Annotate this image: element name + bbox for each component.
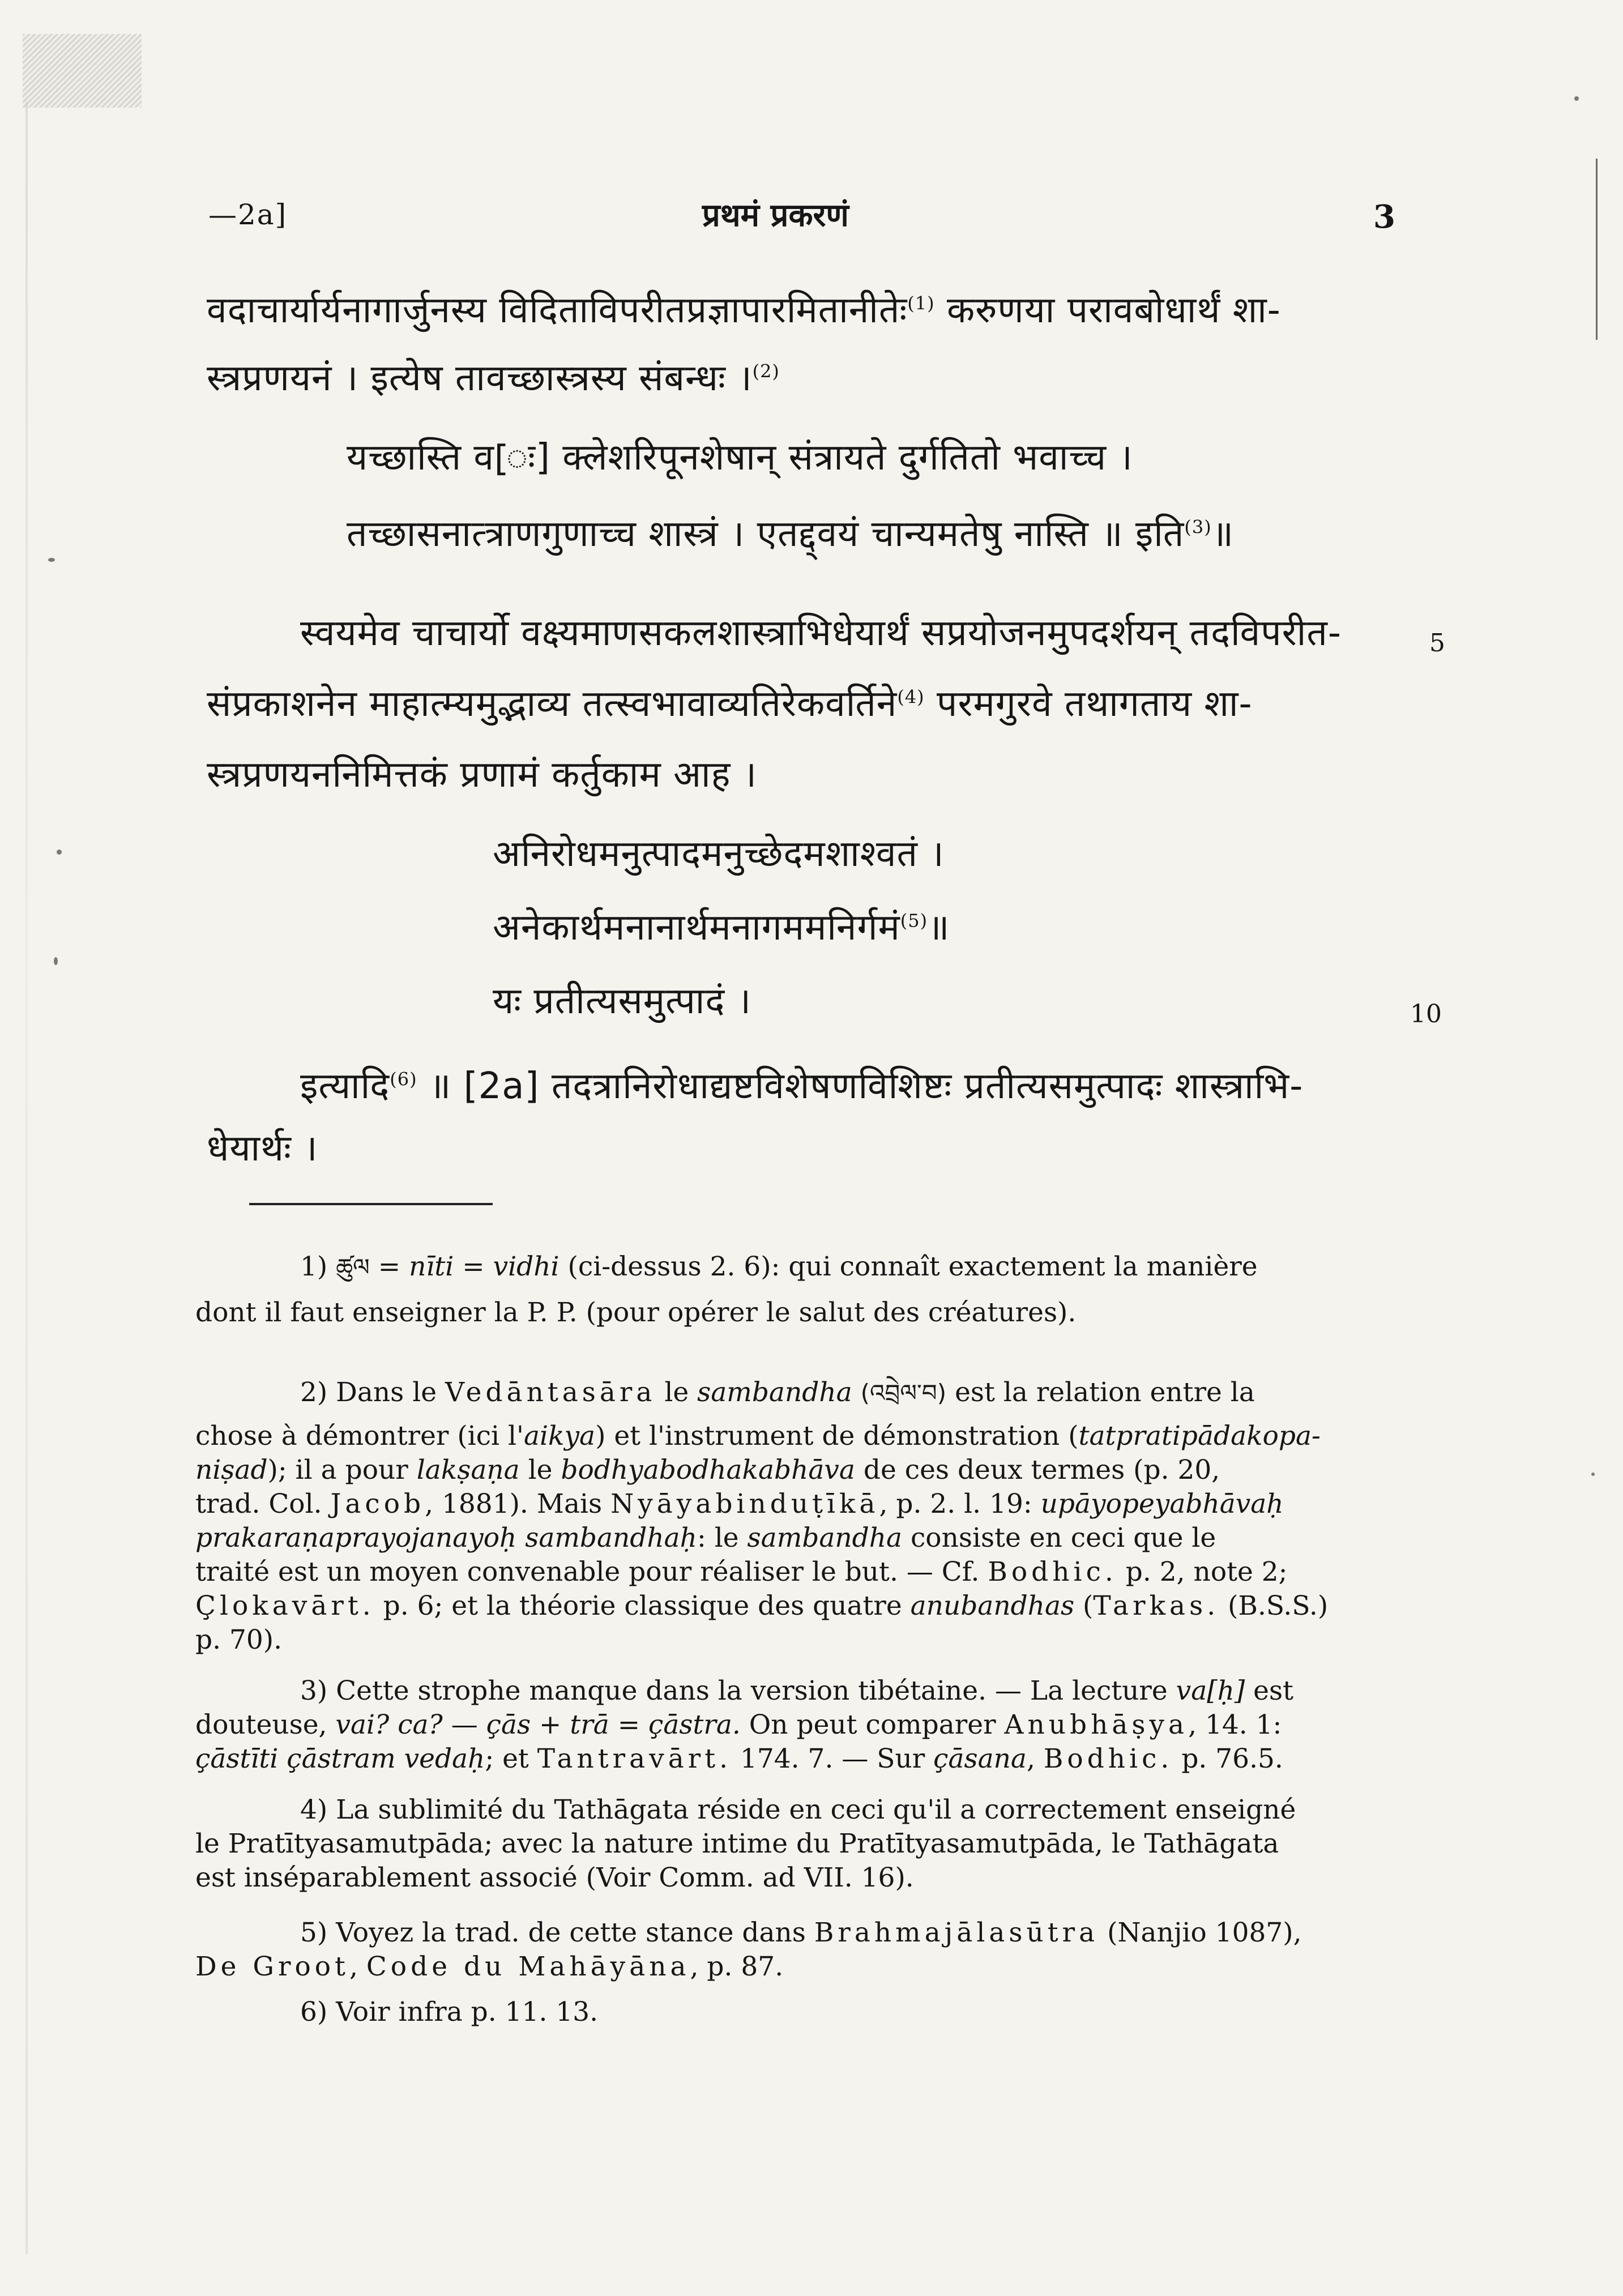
- footnote-marker-1: (1): [907, 292, 935, 314]
- sanskrit-text: यच्छास्ति व[ः] क्लेशरिपूनशेषान् संत्रायते दुर्गतितो भवाच्च ।: [347, 437, 1133, 479]
- footnote-marker-3: (3): [1184, 516, 1212, 538]
- fn-text: 4) La sublimité du Tathāgata réside en ceci qu'il a correctement enseigné: [300, 1794, 1296, 1825]
- fn-text: de ces deux termes (p. 20,: [863, 1454, 1220, 1486]
- fn-text: dont il faut enseigner la P. P. (pour opérer le salut des créatures).: [195, 1297, 1077, 1328]
- footnote-4-line-1: [300, 1794, 1296, 1825]
- fn-italic: niṣad: [195, 1454, 268, 1486]
- scan-corner-noise: [23, 34, 142, 108]
- fn-text: , p. 2. l. 19:: [879, 1488, 1032, 1520]
- sanskrit-line-2: [207, 357, 780, 400]
- scan-speck: [48, 558, 55, 562]
- sanskrit-text: वदाचार्यार्यनागार्जुनस्य विदिताविपरीतप्रज्ञापारमितानीतेः: [207, 289, 908, 331]
- fn-spaced: Bodhic.: [988, 1556, 1117, 1587]
- stanza-line-1: [493, 833, 945, 876]
- sanskrit-closing-line-1: [300, 1065, 1303, 1108]
- tibetan-glyph: ཚུལ: [336, 1253, 370, 1281]
- sanskrit-text: करुणया परावबोधार्थं शा-: [946, 289, 1281, 331]
- footnote-3-line-3: [195, 1743, 1283, 1774]
- fn-text: 3) Cette strophe manque dans la version tibétaine. — La lecture: [300, 1675, 1168, 1706]
- fn-text: p. 2, note 2;: [1125, 1556, 1288, 1587]
- footnote-6: [300, 1996, 598, 2028]
- footnote-2-line-6: [195, 1556, 1288, 1587]
- sanskrit-text: स्वयमेव चाचार्यो वक्ष्यमाणसकलशास्त्राभिधेयार्थं सप्रयोजनमुपदर्शयन् तदविपरीत-: [300, 612, 1342, 654]
- footnote-marker-4: (4): [897, 686, 925, 708]
- scan-speck: [57, 850, 62, 855]
- fn-text: 6) Voir infra p. 11. 13.: [300, 1996, 599, 2028]
- fn-text: ,: [1026, 1743, 1035, 1774]
- fn-text: ); il a pour: [267, 1454, 408, 1486]
- fn-text: est inséparablement associé (Voir Comm. ad VII. 16).: [195, 1862, 914, 1893]
- fn-text: (ci-dessus 2. 6): qui connaît exactement la manière: [567, 1251, 1258, 1282]
- verse-line-1: [347, 436, 1133, 480]
- header-chapter-title: प्रथमं प्रकरणं: [702, 197, 849, 234]
- fn-spaced: Bodhic.: [1043, 1743, 1173, 1774]
- fn-italic: çāstīti çāstram vedaḥ: [195, 1743, 485, 1774]
- header-section-ref: —2a]: [208, 198, 288, 231]
- fn-italic: lakṣaṇa: [416, 1454, 520, 1486]
- sanskrit-line-1: [207, 289, 1281, 332]
- fn-spaced: Code du Mahāyāna: [366, 1951, 690, 1982]
- line-number-5: 5: [1429, 629, 1445, 658]
- fn-spaced: Anubhāṣya: [1004, 1709, 1189, 1740]
- fn-text: —: [451, 1709, 478, 1740]
- footnote-3-line-1: [300, 1675, 1293, 1706]
- fn-italic: sambandha: [747, 1522, 903, 1554]
- fn-italic: bodhyabodhakabhāva: [561, 1454, 855, 1486]
- fn-text: ; et: [485, 1743, 529, 1774]
- sanskrit-text: संप्रकाशनेन माहात्म्यमुद्भाव्य तत्स्वभावाव्यतिरेकवर्तिने: [207, 683, 898, 725]
- fn-text: traité est un moyen convenable pour réaliser le but. — Cf.: [195, 1556, 980, 1587]
- fn-text: le Pratītyasamutpāda; avec la nature intime du Pratītyasamutpāda, le Tathāgata: [195, 1828, 1279, 1859]
- fn-italic: upāyopeyabhāvaḥ: [1040, 1488, 1284, 1520]
- fn-italic: va[ḥ]: [1176, 1675, 1245, 1706]
- fn-text: consiste en ceci que le: [910, 1522, 1216, 1554]
- fn-text: chose à démontrer (ici l': [195, 1420, 524, 1452]
- scan-speck: [54, 957, 58, 965]
- sanskrit-text: स्त्रप्रणयननिमित्तकं प्रणामं कर्तुकाम आह ।: [207, 754, 758, 796]
- sanskrit-text: परमगुरवे तथागताय शा-: [937, 683, 1253, 725]
- fn-text: 5) Voyez la trad. de cette stance dans: [300, 1917, 806, 1948]
- tibetan-glyph: (འབྲེལ་བ): [860, 1379, 947, 1407]
- fn-text: p. 76.5.: [1181, 1743, 1283, 1774]
- fn-text: , 14. 1:: [1188, 1709, 1282, 1740]
- fn-text: le: [664, 1377, 689, 1408]
- fn-text: (Nanjio 1087),: [1107, 1917, 1302, 1948]
- sanskrit-text: धेयार्थः ।: [207, 1128, 318, 1170]
- fn-spaced: Çlokavārt.: [195, 1590, 375, 1621]
- line-number-10: 10: [1410, 1000, 1442, 1028]
- sanskrit-para-line-2: [207, 682, 1253, 726]
- scan-edge-right: [1596, 159, 1598, 340]
- sanskrit-text: ॥: [1211, 513, 1235, 555]
- footnote-3-line-2: [195, 1709, 1282, 1740]
- fn-italic: anubandhas: [910, 1590, 1075, 1621]
- scan-speck: [1574, 96, 1579, 101]
- fn-spaced: Tantravārt.: [537, 1743, 732, 1774]
- fn-text: 174. 7. — Sur: [740, 1743, 925, 1774]
- footnote-2-line-4: [195, 1488, 1284, 1520]
- sanskrit-text: तच्छासनात्त्राणगुणाच्च शास्त्रं । एतद्द्वयं चान्यमतेषु नास्ति ॥ इति: [347, 513, 1185, 555]
- footnote-5-line-2: [195, 1951, 783, 1982]
- page-number: 3: [1373, 198, 1395, 236]
- footnote-marker-2: (2): [752, 360, 780, 382]
- sanskrit-para-line-1: [300, 612, 1342, 655]
- fn-text: trad. Col.: [195, 1488, 322, 1520]
- fn-text: : le: [697, 1522, 739, 1554]
- footnote-2-line-8: [195, 1624, 282, 1655]
- fn-italic: nīti: [409, 1251, 454, 1282]
- fn-text: =: [378, 1251, 401, 1282]
- fn-spaced: Tarkas.: [1093, 1590, 1220, 1621]
- footnote-1-line-2: [195, 1297, 1076, 1328]
- fn-text: (: [1083, 1590, 1094, 1621]
- stanza-line-2: [493, 906, 950, 950]
- fn-text: est la relation entre la: [955, 1377, 1255, 1408]
- fn-text: On peut comparer: [749, 1709, 996, 1740]
- fn-text: ,: [349, 1951, 358, 1982]
- fn-italic: tatpratipādakopa-: [1078, 1420, 1321, 1452]
- stanza-line-3: [493, 980, 751, 1023]
- fn-text: =: [462, 1251, 485, 1282]
- fn-text: est: [1253, 1675, 1293, 1706]
- fn-italic: çāsana: [933, 1743, 1027, 1774]
- fn-text: ) et l'instrument de démonstration (: [595, 1420, 1079, 1452]
- fn-spaced: De Groot: [195, 1951, 349, 1982]
- footnote-marker-5: (5): [900, 910, 928, 932]
- fn-text: douteuse,: [195, 1709, 327, 1740]
- fn-text: 1): [300, 1251, 328, 1282]
- sanskrit-closing-line-2: [207, 1127, 318, 1171]
- sanskrit-para-line-3: [207, 753, 757, 797]
- sanskrit-text: स्त्रप्रणयनं । इत्येष तावच्छास्त्रस्य संबन्धः ।: [207, 357, 753, 399]
- sanskrit-text: इत्यादि: [300, 1065, 390, 1107]
- footnote-2-line-3: [195, 1454, 1220, 1486]
- footnote-marker-6: (6): [390, 1068, 417, 1090]
- footnote-2-line-5: [195, 1522, 1216, 1554]
- verse-line-2: [347, 513, 1234, 556]
- fn-text: , p. 87.: [690, 1951, 784, 1982]
- fn-italic: çās + trā = çāstra.: [486, 1709, 741, 1740]
- fn-text: 2) Dans le: [300, 1377, 437, 1408]
- sanskrit-text: अनिरोधमनुत्पादमनुच्छेदमशाश्वतं ।: [493, 833, 945, 875]
- fn-spaced: Vedāntasāra: [445, 1377, 656, 1408]
- fn-italic: vai? ca?: [335, 1709, 443, 1740]
- running-header: [0, 193, 1623, 244]
- fn-italic: aikya: [523, 1420, 596, 1452]
- footnote-2-line-2: [195, 1420, 1321, 1452]
- fn-italic: prakaraṇaprayojanayoḥ sambandhaḥ: [195, 1522, 697, 1554]
- sanskrit-text: अनेकार्थमनानार्थमनागममनिर्गमं: [493, 907, 900, 949]
- fn-text: , 1881). Mais: [425, 1488, 603, 1520]
- footnote-5-line-1: [300, 1917, 1302, 1948]
- fn-italic: vidhi: [493, 1251, 559, 1282]
- footnote-2-line-7: [195, 1590, 1328, 1621]
- footnote-4-line-2: [195, 1828, 1279, 1859]
- sanskrit-text: ॥: [928, 907, 950, 949]
- fn-text: le: [528, 1454, 553, 1486]
- fn-spaced: Brahmajālasūtra: [814, 1917, 1099, 1948]
- fn-spaced: Nyāyabinduṭīkā: [610, 1488, 879, 1520]
- fn-spaced: Jacob: [330, 1488, 425, 1520]
- sanskrit-text: यः प्रतीत्यसमुत्पादं ।: [493, 980, 751, 1022]
- footnote-4-line-3: [195, 1862, 914, 1893]
- scan-speck: [1591, 1473, 1595, 1476]
- sanskrit-text: ॥ [2a] तदत्रानिरोधाद्यष्टविशेषणविशिष्टः प्रतीत्यसमुत्पादः शास्त्राभि-: [429, 1065, 1304, 1107]
- fn-text: p. 6; et la théorie classique des quatre: [383, 1590, 902, 1621]
- fn-italic: sambandha: [697, 1377, 852, 1408]
- fn-text: (B.S.S.): [1228, 1590, 1329, 1621]
- fn-text: p. 70).: [195, 1624, 283, 1655]
- scan-edge-left: [25, 102, 28, 2254]
- footnote-separator: [249, 1203, 493, 1205]
